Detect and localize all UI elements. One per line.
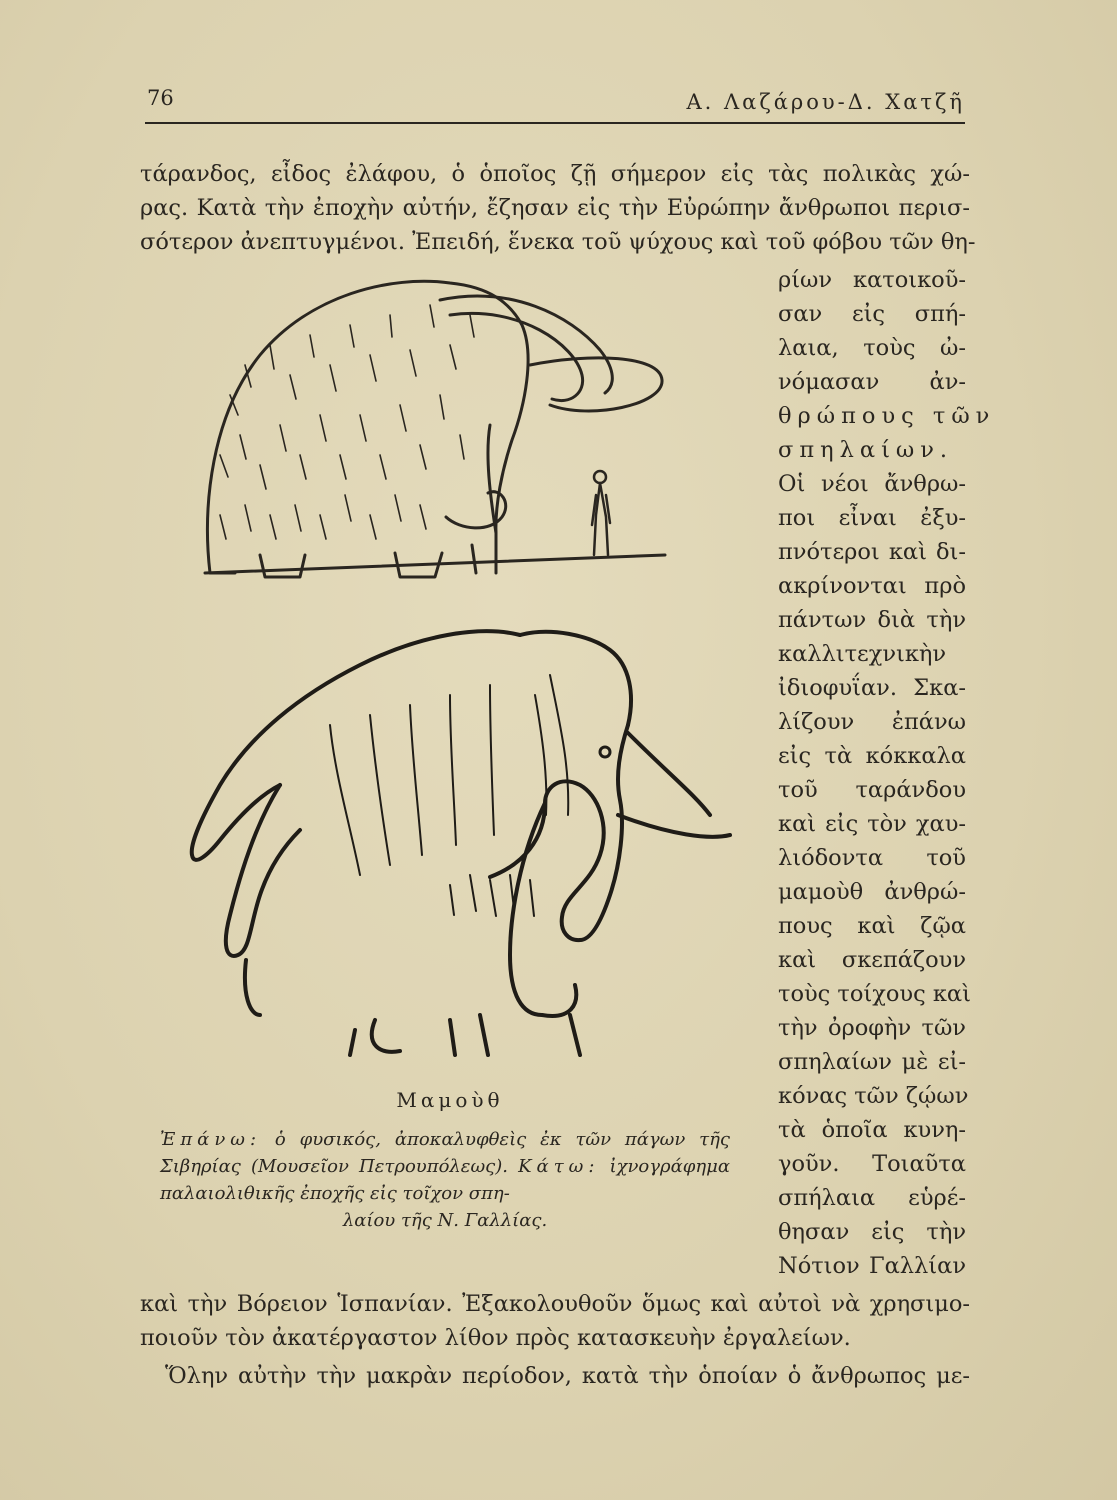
column-line: κόνας τῶν ζῴων xyxy=(778,1083,969,1109)
column-line: ρίων κατοικοῦ- xyxy=(778,267,966,293)
column-line: νόμασαν ἀν- xyxy=(778,369,966,395)
figure-caption xyxy=(160,1126,730,1234)
column-line: πνότεροι καὶ δι- xyxy=(778,539,966,565)
running-head: Α. Λαζάρου-Δ. Χατζῆ xyxy=(686,90,965,114)
column-line: τοῦ ταράνδου xyxy=(778,777,966,803)
caption-text-top: ὁ φυσικός, ἀποκαλυφθεὶς ἐκ τῶν πάγων τῆς Σιβηρίας (Μουσεῖον Πετρουπόλεως). xyxy=(160,1129,730,1177)
column-line: πάντων διὰ τὴν xyxy=(778,607,966,633)
page-header xyxy=(145,86,965,124)
human-figure xyxy=(592,471,610,555)
column-line: λαια, τοὺς ὠ- xyxy=(778,335,966,361)
column-line: Νότιον Γαλλίαν xyxy=(778,1253,966,1279)
column-line: εἰς τὰ κόκκαλα xyxy=(778,743,966,769)
column-line: καὶ εἰς τὸν χαυ- xyxy=(778,811,966,837)
caption-label-bottom: Κάτω: xyxy=(518,1156,600,1177)
column-line: θρώπους τῶν xyxy=(778,403,996,429)
text-line: καὶ τὴν Βόρειον Ἱσπανίαν. Ἐξακολουθοῦν ὅμως καὶ αὐτοὶ νὰ χρησιμο- xyxy=(140,1291,970,1317)
mammoth-cave-drawing xyxy=(192,631,730,1055)
column-line: τὴν ὀροφὴν τῶν xyxy=(778,1015,966,1041)
column-line: σπήλαια εὑρέ- xyxy=(778,1185,966,1211)
column-line: καλλιτεχνικὴν xyxy=(778,641,947,667)
text-line: Ὅλην αὐτὴν τὴν μακρὰν περίοδον, κατὰ τὴν ὁποίαν ὁ ἄνθρωπος με- xyxy=(165,1363,970,1389)
column-line: ἰδιοφυΐαν. Σκα- xyxy=(778,675,966,701)
text-line: ποιοῦν τὸν ἀκατέργαστον λίθον πρὸς κατασκευὴν ἐργαλείων. xyxy=(140,1325,851,1351)
caption-text-bottom: ἰχνογράφημα παλαιολιθικῆς ἐποχῆς εἰς τοῖχον σπη- xyxy=(160,1156,730,1204)
figure-title: Μαμοὺθ xyxy=(396,1088,504,1112)
column-line: καὶ σκεπάζουν xyxy=(778,947,966,973)
column-line: πους καὶ ζῷα xyxy=(778,913,966,939)
column-line: Οἱ νέοι ἄνθρω- xyxy=(778,471,966,497)
column-line: λιόδοντα τοῦ xyxy=(778,845,966,871)
text-line: σότερον ἀνεπτυγμένοι. Ἐπειδή, ἕνεκα τοῦ ψύχους καὶ τοῦ φόβου τῶν θη- xyxy=(140,229,976,255)
column-line: λίζουν ἐπάνω xyxy=(778,709,966,735)
column-line: ακρίνονται πρὸ xyxy=(778,573,966,599)
page-number: 76 xyxy=(147,86,174,110)
caption-text-end: λαίου τῆς Ν. Γαλλίας. xyxy=(342,1210,548,1231)
mammoth-photo-illustration xyxy=(205,281,665,577)
caption-label-top: Ἐπάνω: xyxy=(160,1129,262,1150)
column-line: τὰ ὁποῖα κυνη- xyxy=(778,1117,966,1143)
column-line: σπηλαίων. xyxy=(778,437,954,463)
text-line: τάρανδος, εἶδος ἐλάφου, ὁ ὁποῖος ζῇ σήμερον εἰς τὰς πολικὰς χώ- xyxy=(140,161,970,187)
column-line: τοὺς τοίχους καὶ xyxy=(778,981,971,1007)
column-line: μαμοὺθ ἀνθρώ- xyxy=(778,879,966,905)
mammoth-figure xyxy=(150,255,750,1085)
column-line: σπηλαίων μὲ εἰ- xyxy=(778,1049,966,1075)
column-line: ποι εἶναι ἐξυ- xyxy=(778,505,966,531)
column-line: θησαν εἰς τὴν xyxy=(778,1219,966,1245)
column-line: γοῦν. Τοιαῦτα xyxy=(778,1151,966,1177)
column-line: σαν εἰς σπή- xyxy=(778,301,966,327)
text-line: ρας. Κατὰ τὴν ἐποχὴν αὐτήν, ἔζησαν εἰς τὴν Εὐρώπην ἄνθρωποι περισ- xyxy=(140,195,970,221)
